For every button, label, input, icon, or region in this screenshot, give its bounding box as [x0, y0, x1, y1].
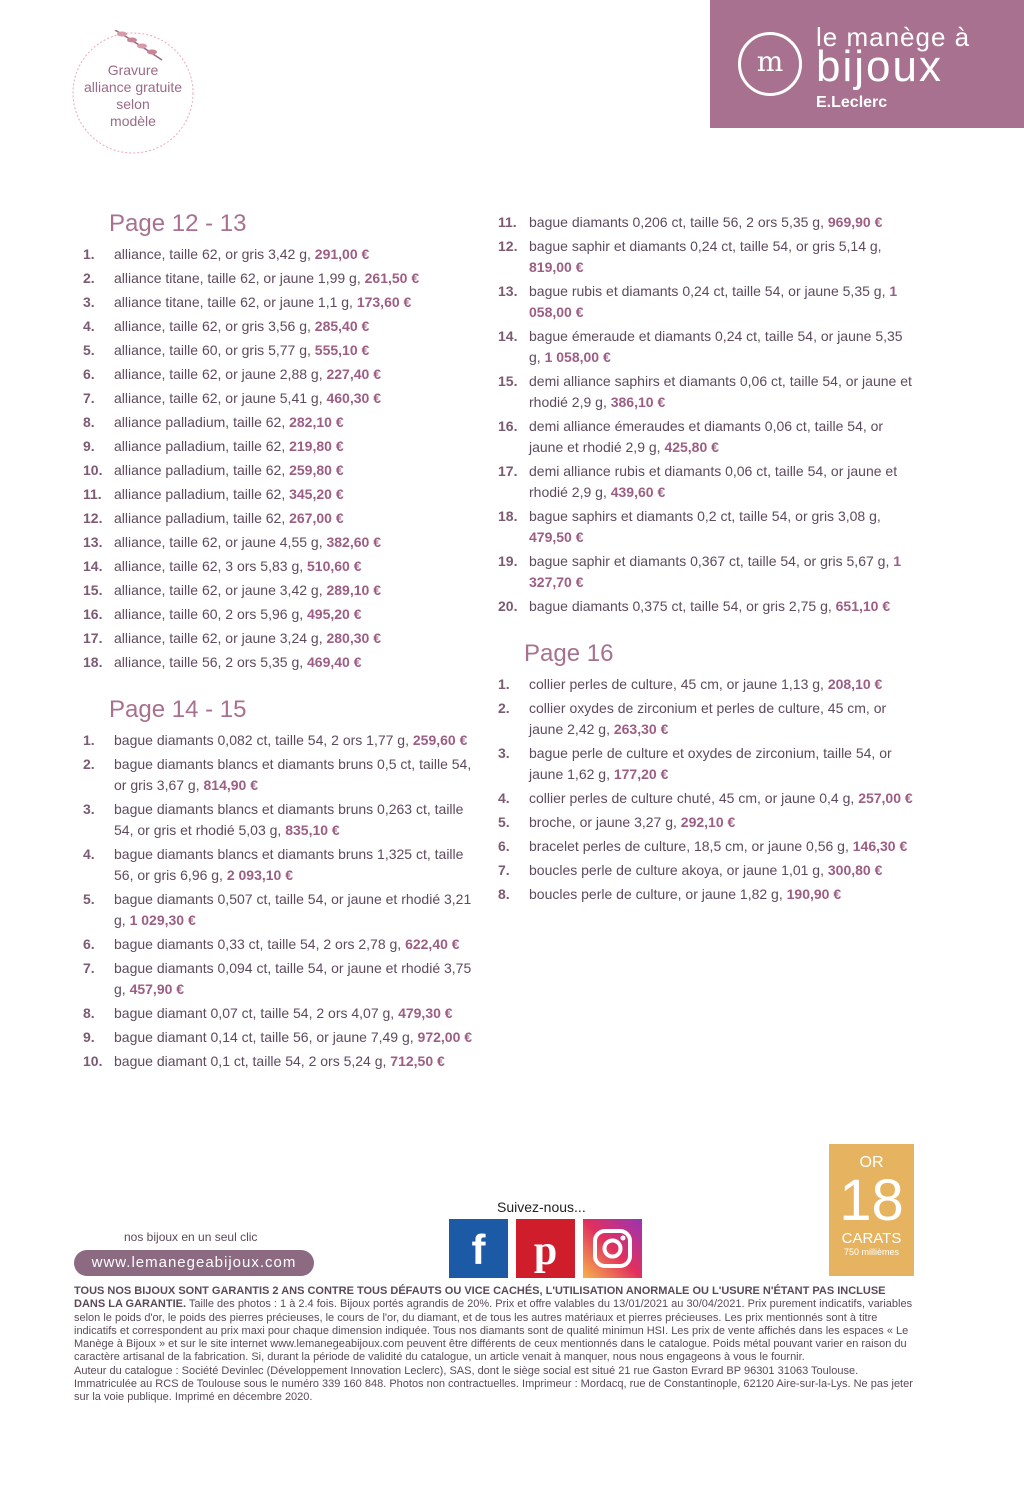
item-price: 345,20 €	[289, 486, 344, 502]
item-number: 16.	[83, 606, 103, 622]
item-price: 173,60 €	[356, 294, 412, 310]
gold-18-carats-badge: OR 18 CARATS 750 millièmes	[829, 1144, 914, 1276]
item-number: 1.	[498, 676, 510, 692]
item-description: alliance titane, taille 62, or jaune 1,99 g, 261,50 €	[114, 270, 420, 286]
item-description: bague diamants 0,375 ct, taille 54, or gris 2,75 g, 651,10 €	[529, 598, 891, 614]
item-number: 17.	[83, 630, 103, 646]
item-price: 146,30 €	[852, 838, 908, 854]
item-number: 6.	[83, 936, 95, 952]
list-item	[83, 508, 483, 529]
item-description: demi alliance saphirs et diamants 0,06 ct, taille 54, or jaune et rhodié 2,9 g, 386,10 €	[529, 373, 912, 410]
section-title: Page 12 - 13	[109, 210, 247, 237]
list-item	[83, 436, 483, 457]
item-price: 972,00 €	[417, 1029, 473, 1045]
item-description: alliance, taille 62, or jaune 3,24 g, 280,30 €	[114, 630, 381, 646]
item-description: collier perles de culture chuté, 45 cm, or jaune 0,4 g, 257,00 €	[529, 790, 913, 806]
item-description: collier perles de culture, 45 cm, or jaune 1,13 g, 208,10 €	[529, 676, 883, 692]
item-description: bague diamant 0,1 ct, taille 54, 2 ors 5,24 g, 712,50 €	[114, 1053, 445, 1069]
list-item	[498, 698, 918, 740]
list-item	[83, 844, 483, 886]
item-number: 7.	[83, 390, 95, 406]
item-description: boucles perle de culture akoya, or jaune 1,01 g, 300,80 €	[529, 862, 883, 878]
item-price: 460,30 €	[326, 390, 381, 406]
item-description: alliance titane, taille 62, or jaune 1,1 g, 173,60 €	[114, 294, 412, 310]
list-item	[83, 628, 483, 649]
item-price: 261,50 €	[364, 270, 420, 286]
list-item	[83, 316, 483, 337]
item-description: alliance palladium, taille 62, 259,80 €	[114, 462, 344, 478]
item-price: 469,40 €	[307, 654, 362, 670]
item-number: 8.	[83, 414, 95, 430]
section-title: Page 16	[524, 640, 614, 667]
item-number: 4.	[83, 318, 95, 334]
item-description: alliance palladium, taille 62, 267,00 €	[114, 510, 344, 526]
logo-emblem-icon: m	[738, 32, 802, 96]
svg-text:f: f	[471, 1226, 486, 1273]
item-number: 2.	[83, 756, 95, 772]
item-description: bague perle de culture et oxydes de zirconium, taille 54, or jaune 1,62 g, 177,20 €	[529, 745, 892, 782]
item-number: 11.	[83, 486, 102, 502]
list-item	[83, 1051, 483, 1072]
svg-text:p: p	[533, 1228, 558, 1274]
item-price: 177,20 €	[613, 766, 669, 782]
item-description: bague saphir et diamants 0,367 ct, taille 54, or gris 5,67 g, 1 327,70 €	[529, 553, 902, 590]
item-description: alliance, taille 62, or jaune 2,88 g, 227,40 €	[114, 366, 381, 382]
pinterest-icon[interactable]	[516, 1219, 575, 1278]
item-price: 510,60 €	[307, 558, 362, 574]
item-number: 15.	[83, 582, 103, 598]
follow-us-label: Suivez-nous...	[497, 1199, 586, 1215]
list-item	[498, 326, 918, 368]
list-item	[498, 212, 918, 233]
item-price: 257,00 €	[858, 790, 913, 806]
item-price: 292,10 €	[680, 814, 736, 830]
item-price: 208,10 €	[827, 676, 883, 692]
item-description: bague diamants blancs et diamants bruns 0,263 ct, taille 54, or gris et rhodié 5,03 g, 835,10 €	[114, 801, 464, 838]
item-number: 11.	[498, 214, 517, 230]
item-price: 712,50 €	[390, 1053, 445, 1069]
list-item	[498, 281, 918, 323]
list-item	[83, 292, 483, 313]
list-item	[83, 364, 483, 385]
item-description: alliance, taille 60, 2 ors 5,96 g, 495,20 €	[114, 606, 362, 622]
item-description: bague diamants blancs et diamants bruns 0,5 ct, taille 54, or gris 3,67 g, 814,90 €	[114, 756, 472, 793]
item-description: alliance palladium, taille 62, 219,80 €	[114, 438, 344, 454]
item-price: 651,10 €	[835, 598, 891, 614]
list-item	[498, 836, 918, 857]
list-item	[498, 596, 918, 617]
item-number: 18.	[83, 654, 103, 670]
list-item	[498, 371, 918, 413]
list-item	[498, 674, 918, 695]
list-item	[83, 484, 483, 505]
item-description: bague diamants 0,507 ct, taille 54, or jaune et rhodié 3,21 g, 1 029,30 €	[114, 891, 472, 928]
item-description: alliance, taille 62, or gris 3,42 g, 291,00 €	[114, 246, 370, 262]
item-number: 20.	[498, 598, 518, 614]
list-item	[83, 754, 483, 796]
logo-line1: le manège à	[816, 22, 971, 52]
item-number: 6.	[498, 838, 510, 854]
item-number: 12.	[498, 238, 518, 254]
list-item	[498, 551, 918, 593]
list-item	[83, 412, 483, 433]
item-description: alliance, taille 56, 2 ors 5,35 g, 469,40 €	[114, 654, 362, 670]
item-description: bague diamants 0,082 ct, taille 54, 2 ors 1,77 g, 259,60 €	[114, 732, 468, 748]
list-item	[498, 506, 918, 548]
item-price: 259,80 €	[289, 462, 344, 478]
list-item	[498, 860, 918, 881]
item-description: bague saphirs et diamants 0,2 ct, taille 54, or gris 3,08 g, 479,50 €	[529, 508, 881, 545]
item-price: 285,40 €	[314, 318, 370, 334]
item-number: 14.	[83, 558, 103, 574]
item-number: 1.	[83, 246, 95, 262]
item-number: 1.	[83, 732, 95, 748]
item-number: 4.	[83, 846, 95, 862]
item-number: 19.	[498, 553, 518, 569]
item-description: alliance, taille 62, or jaune 4,55 g, 382,60 €	[114, 534, 381, 550]
item-number: 8.	[498, 886, 510, 902]
section-title: Page 14 - 15	[109, 696, 247, 723]
item-number: 9.	[83, 438, 95, 454]
item-number: 3.	[83, 801, 95, 817]
one-click-caption: nos bijoux en un seul clic	[124, 1230, 258, 1244]
item-description: alliance, taille 62, or jaune 3,42 g, 289,10 €	[114, 582, 381, 598]
list-item	[83, 730, 483, 751]
list-item	[498, 812, 918, 833]
item-description: bague rubis et diamants 0,24 ct, taille 54, or jaune 5,35 g, 1 058,00 €	[529, 283, 898, 320]
item-description: alliance palladium, taille 62, 282,10 €	[114, 414, 344, 430]
item-price: 479,30 €	[398, 1005, 453, 1021]
list-item	[83, 556, 483, 577]
list-item	[83, 1003, 483, 1024]
item-number: 5.	[83, 342, 95, 358]
item-number: 13.	[83, 534, 103, 550]
item-number: 10.	[83, 462, 103, 478]
item-price: 289,10 €	[326, 582, 381, 598]
item-number: 15.	[498, 373, 518, 389]
item-price: 969,90 €	[827, 214, 883, 230]
logo-line2: bijoux	[816, 42, 943, 91]
item-number: 5.	[83, 891, 95, 907]
item-number: 3.	[83, 294, 95, 310]
item-description: bague diamants 0,206 ct, taille 56, 2 ors 5,35 g, 969,90 €	[529, 214, 883, 230]
item-number: 16.	[498, 418, 518, 434]
item-description: bague émeraude et diamants 0,24 ct, taille 54, or jaune 5,35 g, 1 058,00 €	[529, 328, 903, 365]
list-item	[83, 244, 483, 265]
item-description: bague saphir et diamants 0,24 ct, taille 54, or gris 5,14 g, 819,00 €	[529, 238, 882, 275]
item-price: 1 327,70 €	[529, 553, 902, 590]
item-description: bague diamant 0,14 ct, taille 56, or jaune 7,49 g, 972,00 €	[114, 1029, 473, 1045]
item-price: 819,00 €	[529, 259, 584, 275]
item-price: 227,40 €	[326, 366, 381, 382]
item-description: alliance, taille 62, or jaune 5,41 g, 460,30 €	[114, 390, 381, 406]
list-item	[83, 460, 483, 481]
instagram-icon[interactable]	[583, 1219, 642, 1278]
list-item	[83, 532, 483, 553]
list-item	[498, 884, 918, 905]
item-price: 386,10 €	[610, 394, 666, 410]
item-number: 3.	[498, 745, 510, 761]
item-price: 280,30 €	[326, 630, 381, 646]
item-description: bague diamants 0,094 ct, taille 54, or jaune et rhodié 3,75 g, 457,90 €	[114, 960, 472, 997]
list-item	[83, 934, 483, 955]
list-item	[83, 268, 483, 289]
list-item	[498, 743, 918, 785]
list-item	[83, 580, 483, 601]
item-number: 12.	[83, 510, 103, 526]
list-item	[83, 889, 483, 931]
item-description: bague diamants 0,33 ct, taille 54, 2 ors 2,78 g, 622,40 €	[114, 936, 460, 952]
list-item	[83, 1027, 483, 1048]
item-price: 835,10 €	[285, 822, 340, 838]
item-description: demi alliance rubis et diamants 0,06 ct, taille 54, or jaune et rhodié 2,9 g, 439,60 €	[529, 463, 898, 500]
item-price: 622,40 €	[405, 936, 460, 952]
item-price: 382,60 €	[326, 534, 381, 550]
item-number: 14.	[498, 328, 518, 344]
list-item	[83, 799, 483, 841]
column-right	[498, 212, 918, 908]
item-price: 259,60 €	[412, 732, 468, 748]
item-price: 219,80 €	[289, 438, 344, 454]
column-left	[83, 210, 483, 1075]
list-item	[498, 416, 918, 458]
item-price: 291,00 €	[314, 246, 370, 262]
item-description: bague diamant 0,07 ct, taille 54, 2 ors 4,07 g, 479,30 €	[114, 1005, 453, 1021]
item-price: 439,60 €	[610, 484, 666, 500]
item-description: alliance, taille 62, or gris 3,56 g, 285,40 €	[114, 318, 370, 334]
engraving-badge-text: Gravure alliance gratuite selon modèle	[83, 62, 183, 129]
legal-notice: TOUS NOS BIJOUX SONT GARANTIS 2 ANS CONTRE TOUS DÉFAUTS OU VICE CACHÉS, L'UTILISATION ANORMALE OU L'USURE N'ÉTANT PAS INCLUSE DANS LA GARANTIE. Taille des photos : 1 à 2.4 fois. Bijoux portés agrandis de 20%. Prix et offre valables du 13/01/2021 au 30/04/2021. Prix purement indicatifs, variables selon le poids d'or, le poids des pierres précieuses, le cours de l'or, du diamant, et de tous les autres matériaux et pierres précieuses. Les prix mentionnés sont à titre indicatifs et correspondent au prix maxi pour chaque dimension indiquée. Tous nos diamants sont de qualité minimun HSI. Les prix de vente affichés dans les espaces « Le Manège à Bijoux » et sur le site internet www.lemanegeabijoux.com peuvent être différents de ceux mentionnés dans le catalogue. Poids métal pouvant varier en raison du caractère artisanal de la fabrication. Si, durant la période de validité du catalogue, un article venait à manquer, nous nous engageons à vous le fournir. Auteur du catalogue : Société Devinlec (Développement Innovation Leclerc), SAS, dont le siège social est situé 21 rue Gaston Evrard BP 96301 31063 Toulouse. Immatriculée au RCS de Toulouse sous le numéro 339 160 848. Photos non contractuelles. Imprimeur : Mordacq, rue de Constantinople, 62120 Aire-sur-la-Lys. Ne pas jeter sur la voie publique. Imprimé en décembre 2020.	[74, 1285, 913, 1404]
item-number: 8.	[83, 1005, 95, 1021]
item-price: 267,00 €	[289, 510, 344, 526]
item-price: 814,90 €	[203, 777, 258, 793]
item-number: 5.	[498, 814, 510, 830]
item-number: 4.	[498, 790, 510, 806]
item-description: demi alliance émeraudes et diamants 0,06 ct, taille 54, or jaune et rhodié 2,9 g, 425,80 €	[529, 418, 884, 455]
item-price: 457,90 €	[129, 981, 185, 997]
item-number: 2.	[498, 700, 510, 716]
item-price: 300,80 €	[827, 862, 883, 878]
list-item	[498, 236, 918, 278]
item-description: collier oxydes de zirconium et perles de culture, 45 cm, or jaune 2,42 g, 263,30 €	[529, 700, 887, 737]
item-number: 9.	[83, 1029, 95, 1045]
list-item	[83, 652, 483, 673]
item-price: 1 058,00 €	[529, 283, 898, 320]
item-description: alliance, taille 60, or gris 5,77 g, 555,10 €	[114, 342, 370, 358]
list-item	[498, 461, 918, 503]
list-item	[83, 604, 483, 625]
item-price: 555,10 €	[314, 342, 370, 358]
item-price: 1 029,30 €	[129, 912, 196, 928]
item-description: broche, or jaune 3,27 g, 292,10 €	[529, 814, 736, 830]
item-number: 7.	[498, 862, 510, 878]
item-price: 479,50 €	[529, 529, 584, 545]
item-description: bague diamants blancs et diamants bruns 1,325 ct, taille 56, or gris 6,96 g, 2 093,10 €	[114, 846, 464, 883]
facebook-icon[interactable]	[449, 1219, 508, 1278]
item-description: boucles perle de culture, or jaune 1,82 g, 190,90 €	[529, 886, 842, 902]
item-price: 1 058,00 €	[544, 349, 611, 365]
brand-logo	[710, 0, 1024, 128]
item-price: 190,90 €	[786, 886, 842, 902]
item-price: 263,30 €	[613, 721, 669, 737]
logo-line3: E.Leclerc	[816, 94, 888, 111]
item-number: 2.	[83, 270, 95, 286]
item-description: alliance, taille 62, 3 ors 5,83 g, 510,60 €	[114, 558, 362, 574]
item-number: 10.	[83, 1053, 103, 1069]
item-number: 17.	[498, 463, 518, 479]
item-description: alliance palladium, taille 62, 345,20 €	[114, 486, 344, 502]
list-item	[83, 958, 483, 1000]
item-number: 18.	[498, 508, 518, 524]
item-price: 2 093,10 €	[226, 867, 294, 883]
list-item	[83, 340, 483, 361]
item-price: 425,80 €	[664, 439, 719, 455]
list-item	[498, 788, 918, 809]
item-number: 13.	[498, 283, 518, 299]
list-item	[83, 388, 483, 409]
item-price: 495,20 €	[307, 606, 362, 622]
website-link[interactable]: www.lemanegeabijoux.com	[74, 1250, 314, 1276]
item-number: 6.	[83, 366, 95, 382]
item-number: 7.	[83, 960, 95, 976]
item-description: bracelet perles de culture, 18,5 cm, or jaune 0,56 g, 146,30 €	[529, 838, 908, 854]
item-price: 282,10 €	[289, 414, 344, 430]
